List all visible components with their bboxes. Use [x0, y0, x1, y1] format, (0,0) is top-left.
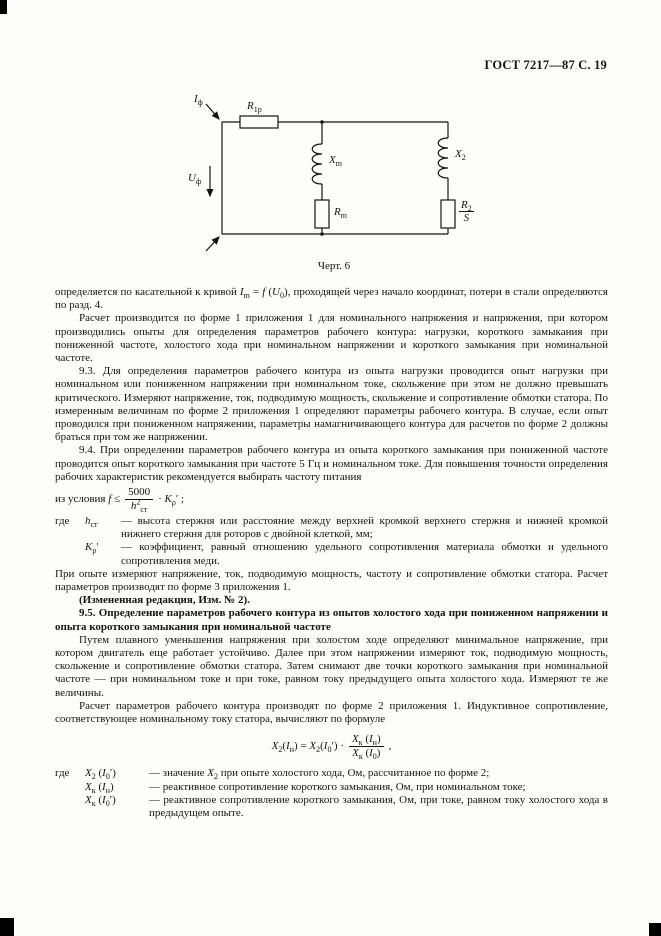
- definition-where: где: [55, 515, 70, 528]
- terminal-arrow-top: [206, 104, 219, 119]
- formula-inductive: [55, 733, 608, 760]
- body-text: [55, 286, 608, 820]
- scan-mark-bottom-right: [649, 923, 661, 936]
- definition-where: [55, 781, 85, 794]
- definition-text: — реактивное сопротивление короткого замыкания, Ом, при токе, равном току холостого хода в предыдущем опыте.: [149, 793, 608, 819]
- label-rm: $R_m$: [334, 206, 347, 221]
- definition-row: [55, 781, 608, 794]
- paragraph: 9.3. Для определения параметров рабочего контура из опыта нагрузки проводится опыт нагрузки при номинальном или пониженном напряжении при номинальном токе, скольжение при этом не должно превышать критического. Измеряют напряжение, ток, подводимую мощность, скольжение и сопротивление обмотки статора. По измеренным величинам по форме 2 приложения 1 определяют параметры рабочего контура. В случае, если опыт проводился при пониженном напряжении, параметры намагничивающего контура для расчетов по форме 2 должны браться при том же напряжении.: [55, 365, 608, 444]
- definition-where: [55, 541, 85, 567]
- paragraph: (Измененная редакция, Изм. № 2).: [79, 594, 250, 607]
- definition-where: где: [55, 767, 70, 780]
- paragraph: определяется по касательной к кривой $I_m = f$ $(U_0)$, проходящей через начало координат, потери в стали определяются по разд. 4.: [55, 286, 608, 312]
- definition-text: — коэффициент, равный отношению удельного сопротивления материала обмотки и удельного сопротивления меди.: [121, 541, 608, 567]
- resistor-rm: [315, 200, 329, 228]
- definition-term: $h_{ст}$: [85, 515, 98, 530]
- page-header: ГОСТ 7217—87 С. 19: [484, 58, 607, 72]
- fraction-denominator: $h^2_{ст}$: [130, 497, 148, 515]
- paragraph-group-a: [55, 286, 608, 484]
- fraction-numerator: 5000: [125, 486, 153, 500]
- label-r2s: [459, 199, 474, 224]
- definition-term: $K_\rho'$: [85, 541, 99, 556]
- label-x2: $X_2$: [455, 148, 466, 163]
- definition-row: [55, 767, 608, 780]
- fraction-numerator: $X_к$ $(I_н)$: [349, 733, 384, 747]
- junction-dot-top: [320, 120, 324, 124]
- definition-text: — значение $X_2$ при опыте холостого хода, Ом, рассчитанное по форме 2;: [149, 767, 490, 782]
- inductor-x2: [438, 138, 448, 178]
- definition-where: [55, 794, 85, 820]
- label-voltage: $U_ф$: [188, 172, 202, 187]
- formula-frequency-prefix: из условия f ≤: [55, 492, 121, 505]
- definition-row: [55, 794, 608, 820]
- definition-term: $X_к$ $(I_0')$: [85, 793, 116, 808]
- definition-list-inductive: [55, 767, 608, 820]
- formula-inductive-fraction: [349, 733, 384, 760]
- label-r1p: $R_{1р}$: [247, 100, 262, 115]
- paragraph: Путем плавного уменьшения напряжения при холостом ходе определяют минимальное напряжение, при котором двигатель еще работает устойчиво. Далее при этом напряжении измеряют ток, подводимую мощность, скольжение и сопротивление обмотки статора. Затем снимают две точки короткого замыкания при номинальной частоте — при номинальном токе и при токе, равном току предыдущего опыта холостого хода. Измеряют те же величины.: [55, 633, 608, 699]
- paragraph: 9.5. Определение параметров рабочего контура из опытов холостого хода при пониженном напряжении и опыта короткого замыкания при номинальной частоте: [55, 607, 608, 633]
- label-xm: $X_m$: [329, 154, 342, 169]
- formula-inductive-lhs: $X_2(I_н) = X_2(I_0')$ ·: [271, 740, 344, 755]
- terminal-arrow-bottom: [206, 237, 219, 251]
- inductor-xm: [312, 144, 322, 184]
- figure-circuit: [188, 93, 480, 272]
- definition-row: [55, 541, 608, 567]
- paragraph-group-b: [55, 568, 608, 726]
- definition-text: — высота стержня или расстояние между верхней кромкой верхнего стержня и нижней кромкой нижнего стержня для роторов с двойной клеткой, мм;: [121, 515, 608, 541]
- formula-frequency: [55, 486, 608, 513]
- paragraph: Расчет параметров рабочего контура производят по форме 2 приложения 1. Индуктивное сопротивление, соответствующее номинальному току статора, вычисляют по формуле: [55, 699, 608, 726]
- label-r2s-denominator: S: [463, 212, 470, 224]
- scan-mark-bottom-left: [0, 918, 14, 936]
- resistor-r1p: [240, 116, 278, 128]
- scan-mark-top-left: [0, 0, 7, 14]
- formula-frequency-suffix: · $K_\rho'$ ;: [158, 492, 185, 508]
- junction-dot-bottom: [320, 232, 324, 236]
- definition-term: $X_2$ $(I_0')$: [85, 767, 116, 782]
- circuit-diagram: [188, 96, 480, 254]
- paragraph: 9.4. При определении параметров рабочего контура из опыта короткого замыкания при пониженной частоте проводится опыт короткого замыкания при частоте 5 Гц и номинальном токе. Для повышения точности определения рабочих характеристик рекомендуется выбирать частоту питания: [55, 444, 608, 483]
- label-r2s-numerator: $R_2$: [461, 199, 472, 214]
- label-current: $I_ф$: [194, 93, 203, 108]
- definition-row: [55, 515, 608, 541]
- definition-text: — реактивное сопротивление короткого замыкания, Ом, при номинальном токе;: [149, 780, 526, 793]
- fraction-denominator: $X_к$ $(I_0)$: [352, 747, 381, 762]
- formula-inductive-suffix: ,: [388, 740, 392, 753]
- paragraph: Расчет производится по форме 1 приложения 1 для номинального напряжения и напряжения, при котором производились опыты для определения параметров рабочего контура: нагрузки, короткого замыкания при пониженной частоте, холостого хода при номинальном напряжении и короткого замыкания при номинальной частоте.: [55, 312, 608, 365]
- resistor-r2s: [441, 200, 455, 228]
- definition-list-frequency: [55, 515, 608, 568]
- figure-caption: Черт. 6: [317, 260, 351, 272]
- formula-frequency-fraction: [125, 486, 153, 513]
- paragraph: При опыте измеряют напряжение, ток, подводимую мощность, частоту и сопротивление обмотки статора. Расчет параметров производят по форме 3 приложения 1.: [55, 567, 608, 594]
- definition-term: $X_к$ $(I_н)$: [85, 780, 114, 795]
